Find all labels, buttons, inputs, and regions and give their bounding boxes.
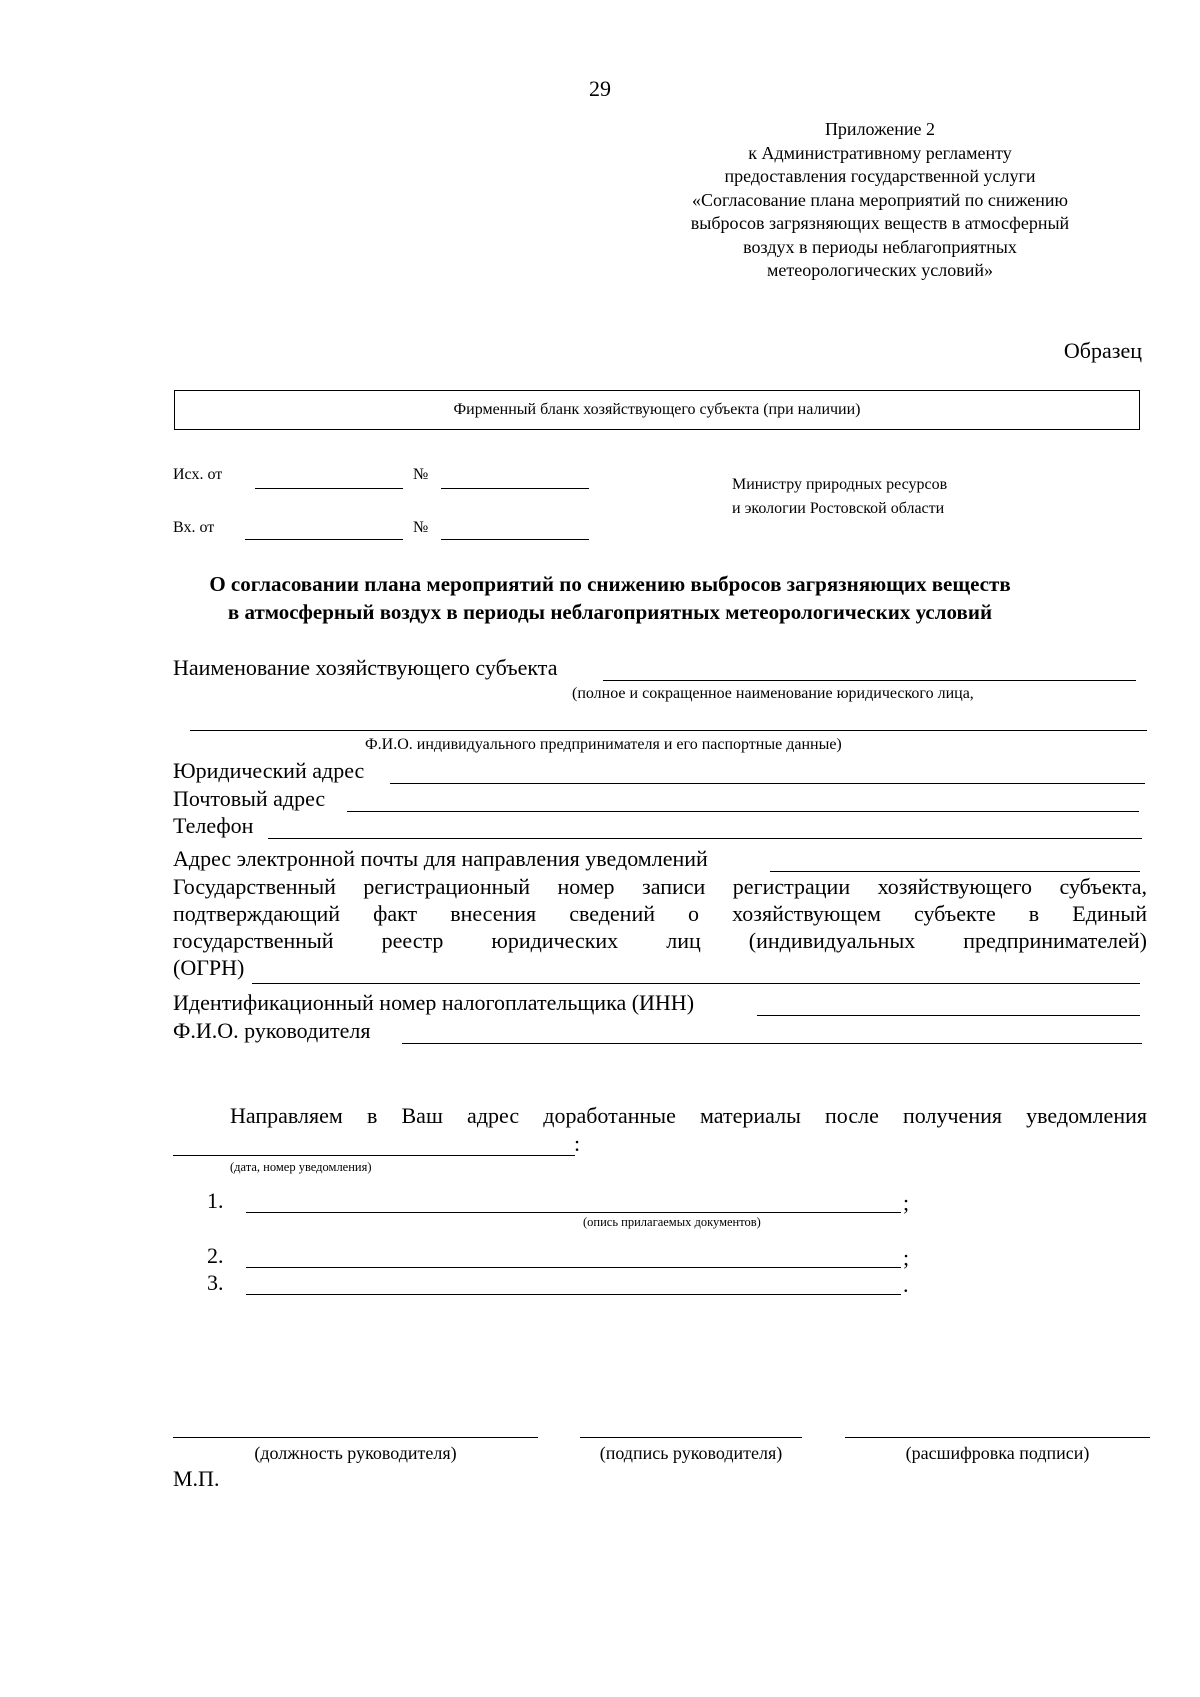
incoming-no-label: № [413,519,429,536]
phone-label: Телефон [173,813,254,838]
list-item-line[interactable] [246,1294,901,1295]
signature-decode-line[interactable] [845,1437,1150,1438]
postal-address-line[interactable] [347,811,1139,812]
entity-name-line-2[interactable] [190,730,1147,731]
letterhead-text: Фирменный бланк хозяйствующего субъекта (при наличии) [453,401,861,418]
ogrn-line: подтверждающий факт внесения сведений о хозяйствующем субъекте в Единый [173,901,1147,926]
document-title [150,570,1070,626]
stamp-label: М.П. [173,1466,220,1491]
appendix-line: предоставления государственной услуги [724,166,1036,186]
date-hint: (дата, номер уведомления) [230,1160,372,1174]
email-line[interactable] [770,871,1140,872]
ogrn-line: (ОГРН) [173,955,245,980]
incoming-date-line[interactable] [245,539,403,540]
inn-line[interactable] [757,1015,1140,1016]
appendix-line: «Согласование плана мероприятий по снижению [691,189,1068,210]
legal-address-line[interactable] [390,783,1145,784]
head-name-label: Ф.И.О. руководителя [173,1018,371,1043]
body-colon: : [574,1131,581,1156]
body-sentence: Направляем в Ваш адрес доработанные материалы после получения уведомления [230,1103,1147,1128]
outgoing-number-line[interactable] [441,488,589,489]
title-line: в атмосферный воздух в периоды неблагоприятных метеорологических условий [227,600,993,624]
legal-address-label: Юридический адрес [173,758,365,783]
appendix-line: воздух в периоды неблагоприятных [743,236,1017,257]
entity-name-hint-2: Ф.И.О. индивидуального предпринимателя и его паспортные данные) [365,736,842,753]
entity-name-label: Наименование хозяйствующего субъекта [173,655,558,680]
title-line: О согласовании плана мероприятий по снижению выбросов загрязняющих веществ [209,572,1011,596]
addressee-line: и экологии Ростовской области [732,500,945,517]
signature-line[interactable] [580,1437,802,1438]
ogrn-line: Государственный регистрационный номер записи регистрации хозяйствующего субъекта, [173,874,1147,899]
postal-address-label: Почтовый адрес [173,786,326,811]
entity-name-hint: (полное и сокращенное наименование юридического лица, [572,685,974,702]
entity-name-line[interactable] [603,680,1136,681]
outgoing-no-label: № [413,466,429,483]
list-item-line[interactable] [246,1267,901,1268]
appendix-line: Приложение 2 [824,119,936,139]
incoming-label: Вх. от [173,519,215,536]
appendix-line: выбросов загрязняющих веществ в атмосферный [690,213,1070,233]
addressee [732,473,947,521]
position-line[interactable] [173,1437,538,1438]
list-hint: (опись прилагаемых документов) [583,1215,761,1229]
outgoing-date-line[interactable] [255,488,403,489]
email-label: Адрес электронной почты для направления уведомлений [173,846,708,871]
list-number: 1. [207,1188,224,1213]
list-item-end: ; [903,1245,910,1270]
appendix-line: метеорологических условий» [766,260,994,280]
sample-label: Образец [1063,338,1142,363]
signature-decode-hint: (расшифровка подписи) [905,1443,1090,1463]
list-item-end: . [903,1272,909,1297]
position-hint: (должность руководителя) [254,1443,457,1463]
addressee-line: Министру природных ресурсов [732,476,948,493]
ogrn-line: государственный реестр юридических лиц (индивидуальных предпринимателей) [173,928,1147,953]
head-name-line[interactable] [402,1043,1142,1044]
inn-label: Идентификационный номер налогоплательщика (ИНН) [173,990,695,1015]
outgoing-label: Исх. от [173,466,223,483]
appendix-line: к Административному регламенту [748,142,1012,163]
ogrn-paragraph [173,873,1147,981]
list-item-end: ; [903,1190,910,1215]
page-number: 29 [589,76,611,101]
ogrn-line-field[interactable] [252,983,1140,984]
list-number: 2. [207,1243,224,1268]
appendix-block [620,118,1140,283]
list-number: 3. [207,1270,224,1295]
phone-line[interactable] [268,838,1142,839]
notification-line[interactable] [173,1155,575,1156]
incoming-number-line[interactable] [441,539,589,540]
signature-hint: (подпись руководителя) [599,1443,783,1463]
letterhead-box [174,390,1140,430]
list-item-line[interactable] [246,1212,901,1213]
